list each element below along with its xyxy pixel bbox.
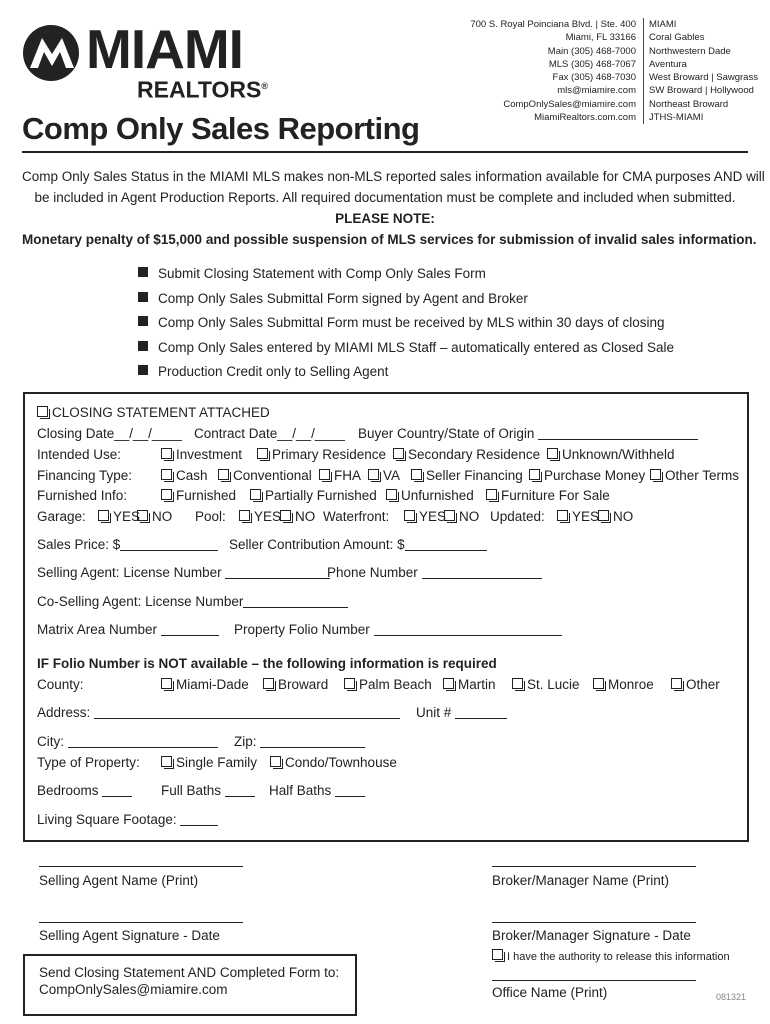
checkbox-icon[interactable] xyxy=(161,469,172,480)
checkbox-icon[interactable] xyxy=(239,510,250,521)
broker-signature-label: Broker/Manager Signature - Date xyxy=(492,928,691,943)
checkbox-secondary-residence[interactable]: Secondary Residence xyxy=(393,447,540,462)
zip-field[interactable]: Zip: xyxy=(234,734,365,749)
checkbox-icon[interactable] xyxy=(547,448,558,459)
checkbox-icon[interactable] xyxy=(393,448,404,459)
fax: Fax (305) 468-7030 xyxy=(552,72,636,84)
office-item: Coral Gables xyxy=(649,32,705,44)
office-item: Aventura xyxy=(649,58,687,70)
checkbox-icon[interactable] xyxy=(411,469,422,480)
checkbox-icon[interactable] xyxy=(404,510,415,521)
checkbox-purchase-money[interactable]: Purchase Money xyxy=(529,468,645,483)
office-name-label: Office Name (Print) xyxy=(492,985,608,1000)
address-line: 700 S. Royal Poinciana Blvd. | Ste. 400 xyxy=(470,19,636,30)
header-rule xyxy=(22,151,748,153)
checkbox-icon[interactable] xyxy=(598,510,609,521)
intro-line: Comp Only Sales Status in the MIAMI MLS makes non-MLS reported sales information available for CMA purposes AND will xyxy=(22,169,765,184)
garage-no[interactable]: NO xyxy=(137,509,172,524)
checkbox-icon[interactable] xyxy=(137,510,148,521)
checkbox-broward[interactable]: Broward xyxy=(263,677,328,692)
updated-no[interactable]: NO xyxy=(598,509,633,524)
checkbox-icon[interactable] xyxy=(250,489,261,500)
checkbox-monroe[interactable]: Monroe xyxy=(593,677,654,692)
unit-field[interactable]: Unit # xyxy=(416,705,507,720)
checkbox-icon[interactable] xyxy=(492,949,503,960)
mls-email: mls@miamire.com xyxy=(557,85,636,97)
agent-name-line[interactable] xyxy=(39,866,243,867)
office-item: SW Broward | Hollywood xyxy=(649,85,754,97)
buyer-origin-field[interactable]: Buyer Country/State of Origin xyxy=(358,426,698,441)
closing-statement-attached[interactable]: CLOSING STATEMENT ATTACHED xyxy=(37,405,270,420)
list-item: Comp Only Sales entered by MIAMI MLS Staff – automatically entered as Closed Sale xyxy=(138,336,674,361)
updated-yes[interactable]: YES xyxy=(557,509,599,524)
half-baths-field[interactable]: Half Baths xyxy=(269,783,365,798)
checkbox-palm-beach[interactable]: Palm Beach xyxy=(344,677,432,692)
selling-agent-license-field[interactable]: Selling Agent: License Number xyxy=(37,565,330,580)
checkbox-icon[interactable] xyxy=(529,469,540,480)
office-item: JTHS-MIAMI xyxy=(649,112,704,124)
checkbox-icon[interactable] xyxy=(344,678,355,689)
county-label: County: xyxy=(37,677,84,692)
co-selling-agent-field[interactable]: Co-Selling Agent: License Number xyxy=(37,594,348,609)
list-item: Comp Only Sales Submittal Form signed by Agent and Broker xyxy=(138,287,674,312)
checkbox-cash[interactable]: Cash xyxy=(161,468,208,483)
checkbox-icon[interactable] xyxy=(486,489,497,500)
mls-phone: MLS (305) 468-7067 xyxy=(548,58,636,70)
garage-yes[interactable]: YES xyxy=(98,509,140,524)
property-type-label: Type of Property: xyxy=(37,755,140,770)
checkbox-seller-financing[interactable]: Seller Financing xyxy=(411,468,523,483)
office-item: Northwestern Dade xyxy=(649,45,731,57)
logo-subtitle: REALTORS® xyxy=(137,76,269,103)
broker-name-line[interactable] xyxy=(492,866,696,867)
bedrooms-field[interactable]: Bedrooms xyxy=(37,783,132,798)
checkbox-icon[interactable] xyxy=(386,489,397,500)
checkbox-icon[interactable] xyxy=(368,469,379,480)
website: MiamiRealtors.com.com xyxy=(534,112,636,124)
updated-label: Updated: xyxy=(490,509,545,524)
checkbox-primary-residence[interactable]: Primary Residence xyxy=(257,447,386,462)
city-line: Miami, FL 33166 xyxy=(565,32,636,44)
checkbox-icon[interactable] xyxy=(443,678,454,689)
checkbox-icon[interactable] xyxy=(257,448,268,459)
checkbox-icon[interactable] xyxy=(671,678,682,689)
broker-name-label: Broker/Manager Name (Print) xyxy=(492,873,670,888)
checkbox-icon[interactable] xyxy=(593,678,604,689)
office-item: Northeast Broward xyxy=(649,98,729,110)
checkbox-icon[interactable] xyxy=(218,469,229,480)
checkbox-conventional[interactable]: Conventional xyxy=(218,468,312,483)
authority-checkbox[interactable]: I have the authority to release this information xyxy=(492,949,730,963)
checkbox-icon[interactable] xyxy=(650,469,661,480)
office-item: MIAMI xyxy=(649,19,677,30)
broker-signature-line[interactable] xyxy=(492,922,696,923)
checkbox-icon[interactable] xyxy=(444,510,455,521)
matrix-area-field[interactable]: Matrix Area Number xyxy=(37,622,219,637)
comp-email: CompOnlySales@miamire.com xyxy=(503,98,636,110)
requirements-list xyxy=(138,262,674,385)
square-bullet-icon xyxy=(138,341,148,351)
seller-contribution-field[interactable]: Seller Contribution Amount: $ xyxy=(229,537,487,552)
checkbox-investment[interactable]: Investment xyxy=(161,447,242,462)
header-divider xyxy=(643,18,644,124)
checkbox-partially-furnished[interactable]: Partially Furnished xyxy=(250,488,377,503)
full-baths-field[interactable]: Full Baths xyxy=(161,783,255,798)
sales-price-field[interactable]: Sales Price: $ xyxy=(37,537,218,552)
form-code: 081321 xyxy=(716,992,747,1002)
checkbox-furnished[interactable]: Furnished xyxy=(161,488,236,503)
checkbox-icon[interactable] xyxy=(161,489,172,500)
send-email[interactable]: CompOnlySales@miamire.com xyxy=(39,982,228,997)
logo-wordmark: MIAMI xyxy=(86,18,243,80)
send-instructions-box xyxy=(23,954,357,1016)
square-bullet-icon xyxy=(138,267,148,277)
checkbox-miami-dade[interactable]: Miami-Dade xyxy=(161,677,249,692)
checkbox-icon[interactable] xyxy=(280,510,291,521)
checkbox-martin[interactable]: Martin xyxy=(443,677,496,692)
list-item: Comp Only Sales Submittal Form must be received by MLS within 30 days of closing xyxy=(138,311,674,336)
intro-text xyxy=(22,166,765,250)
folio-note: IF Folio Number is NOT available – the following information is required xyxy=(37,656,497,671)
page-title: Comp Only Sales Reporting xyxy=(22,111,420,146)
checkbox-furniture-for-sale[interactable]: Furniture For Sale xyxy=(486,488,610,503)
square-bullet-icon xyxy=(138,292,148,302)
checkbox-icon[interactable] xyxy=(512,678,523,689)
property-folio-field[interactable]: Property Folio Number xyxy=(234,622,562,637)
please-note-label: PLEASE NOTE: xyxy=(335,211,435,226)
checkbox-va[interactable]: VA xyxy=(368,468,400,483)
financing-label: Financing Type: xyxy=(37,468,133,483)
list-item: Submit Closing Statement with Comp Only Sales Form xyxy=(138,262,674,287)
intro-line: be included in Agent Production Reports. All required documentation must be complete and included when submitted. xyxy=(34,190,736,205)
checkbox-icon[interactable] xyxy=(263,678,274,689)
agent-signature-line[interactable] xyxy=(39,922,243,923)
furnished-label: Furnished Info: xyxy=(37,488,128,503)
send-instructions: Send Closing Statement AND Completed Form to: xyxy=(39,965,340,980)
miami-realtors-logo-mark xyxy=(22,24,82,82)
checkbox-other-terms[interactable]: Other Terms xyxy=(650,468,739,483)
square-bullet-icon xyxy=(138,316,148,326)
penalty-note: Monetary penalty of $15,000 and possible suspension of MLS services for submission of invalid sales information. xyxy=(22,232,757,247)
checkbox-icon[interactable] xyxy=(270,756,281,767)
checkbox-icon[interactable] xyxy=(161,756,172,767)
checkbox-unfurnished[interactable]: Unfurnished xyxy=(386,488,474,503)
pool-label: Pool: xyxy=(195,509,226,524)
contract-date-field[interactable]: Contract Date__/__/____ xyxy=(194,426,345,441)
checkbox-icon[interactable] xyxy=(37,406,48,417)
checkbox-icon[interactable] xyxy=(319,469,330,480)
checkbox-fha[interactable]: FHA xyxy=(319,468,361,483)
pool-no[interactable]: NO xyxy=(280,509,315,524)
checkbox-other[interactable]: Other xyxy=(671,677,720,692)
agent-name-label: Selling Agent Name (Print) xyxy=(39,873,199,888)
square-bullet-icon xyxy=(138,365,148,375)
intended-use-label: Intended Use: xyxy=(37,447,122,462)
checkbox-unknown-withheld[interactable]: Unknown/Withheld xyxy=(547,447,675,462)
list-item: Production Credit only to Selling Agent xyxy=(138,360,674,385)
checkbox-icon[interactable] xyxy=(557,510,568,521)
checkbox-icon[interactable] xyxy=(161,678,172,689)
waterfront-label: Waterfront: xyxy=(323,509,390,524)
checkbox-icon[interactable] xyxy=(98,510,109,521)
office-list xyxy=(649,18,758,124)
pool-yes[interactable]: YES xyxy=(239,509,281,524)
address-field[interactable]: Address: xyxy=(37,705,400,720)
waterfront-yes[interactable]: YES xyxy=(404,509,446,524)
living-sqft-field[interactable]: Living Square Footage: xyxy=(37,812,218,827)
office-name-line[interactable] xyxy=(492,980,696,981)
checkbox-single-family[interactable]: Single Family xyxy=(161,755,257,770)
city-field[interactable]: City: xyxy=(37,734,218,749)
waterfront-no[interactable]: NO xyxy=(444,509,479,524)
office-item: West Broward | Sawgrass xyxy=(649,72,758,84)
garage-label: Garage: xyxy=(37,509,86,524)
checkbox-icon[interactable] xyxy=(161,448,172,459)
main-phone: Main (305) 468-7000 xyxy=(547,45,636,57)
contact-block xyxy=(470,18,636,124)
checkbox-condo-townhouse[interactable]: Condo/Townhouse xyxy=(270,755,397,770)
agent-signature-label: Selling Agent Signature - Date xyxy=(39,928,220,943)
checkbox-st-lucie[interactable]: St. Lucie xyxy=(512,677,580,692)
phone-number-field[interactable]: Phone Number xyxy=(327,565,542,580)
closing-date-field[interactable]: Closing Date__/__/____ xyxy=(37,426,182,441)
